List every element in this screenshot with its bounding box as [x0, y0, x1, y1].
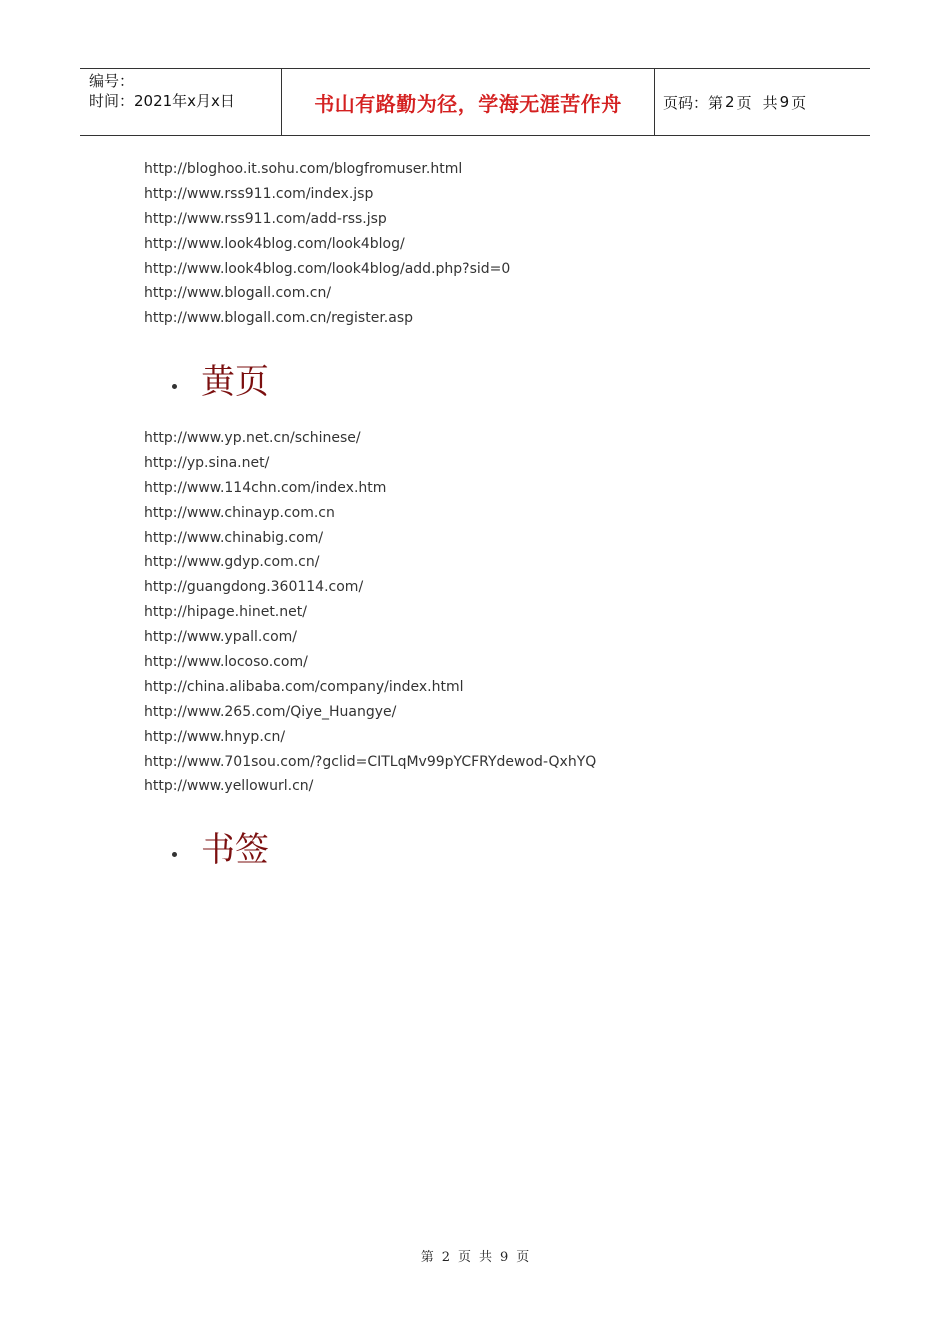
- footer-mid: 页: [457, 1250, 471, 1265]
- page-header: [80, 68, 870, 136]
- bullet-icon: [172, 384, 177, 389]
- section-heading-bookmarks: [172, 828, 269, 872]
- footer-current: 2: [441, 1250, 450, 1265]
- link-item[interactable]: http://www.rss911.com/add-rss.jsp: [144, 210, 387, 227]
- section-heading-yellow-pages: [172, 360, 269, 404]
- footer-prefix: 第: [420, 1250, 434, 1265]
- link-item[interactable]: http://www.ypall.com/: [144, 629, 298, 646]
- link-item[interactable]: http://www.blogall.com.cn/: [144, 285, 332, 302]
- link-item[interactable]: http://www.701sou.com/?gclid=CITLqMv99pYCFRYdewod-QxhYQ: [144, 753, 597, 770]
- page-total: 9: [779, 93, 790, 111]
- link-item[interactable]: http://yp.sina.net/: [144, 454, 270, 471]
- header-meta: [80, 69, 281, 135]
- bullet-icon: [172, 852, 177, 857]
- link-item[interactable]: http://www.blogall.com.cn/register.asp: [144, 310, 413, 327]
- link-item[interactable]: http://www.yellowurl.cn/: [144, 778, 314, 795]
- blog-link-list: [144, 157, 510, 331]
- link-item[interactable]: http://www.look4blog.com/look4blog/add.php?sid=0: [144, 260, 511, 277]
- page-total-label: 共: [762, 93, 778, 112]
- page-word-end: 页: [791, 93, 807, 112]
- link-item[interactable]: http://china.alibaba.com/company/index.html: [144, 678, 464, 695]
- page-label: 页码：第: [663, 93, 724, 112]
- link-item[interactable]: http://www.rss911.com/index.jsp: [144, 185, 374, 202]
- footer-total: 9: [500, 1250, 509, 1265]
- section-title: 书签: [201, 830, 269, 870]
- footer-suffix: 页: [516, 1250, 530, 1265]
- page-current: 2: [725, 93, 735, 111]
- link-item[interactable]: http://www.yp.net.cn/schinese/: [144, 430, 361, 446]
- link-item[interactable]: http://hipage.hinet.net/: [144, 604, 307, 621]
- header-motto: 书山有路勤为径，学海无涯苦作舟: [281, 69, 655, 135]
- link-item[interactable]: http://guangdong.360114.com/: [144, 579, 364, 596]
- link-item[interactable]: http://bloghoo.it.sohu.com/blogfromuser.html: [144, 161, 463, 177]
- yellow-pages-link-list: [144, 426, 596, 799]
- link-item[interactable]: http://www.chinayp.com.cn: [144, 504, 335, 521]
- link-item[interactable]: http://www.265.com/Qiye_Huangye/: [144, 703, 397, 720]
- footer-total-label: 共: [479, 1250, 493, 1265]
- link-item[interactable]: http://www.hnyp.cn/: [144, 728, 286, 745]
- page-footer: [0, 1246, 950, 1265]
- header-page-info: [655, 69, 870, 135]
- link-item[interactable]: http://www.chinabig.com/: [144, 529, 324, 546]
- section-title: 黄页: [201, 362, 269, 402]
- time-label: 时间：2021年x月x日: [89, 92, 235, 110]
- page-word: 页: [736, 93, 752, 112]
- link-item[interactable]: http://www.look4blog.com/look4blog/: [144, 235, 405, 252]
- serial-label: 编号：: [89, 72, 135, 90]
- link-item[interactable]: http://www.gdyp.com.cn/: [144, 554, 320, 571]
- link-item[interactable]: http://www.114chn.com/index.htm: [144, 479, 387, 496]
- link-item[interactable]: http://www.locoso.com/: [144, 654, 308, 671]
